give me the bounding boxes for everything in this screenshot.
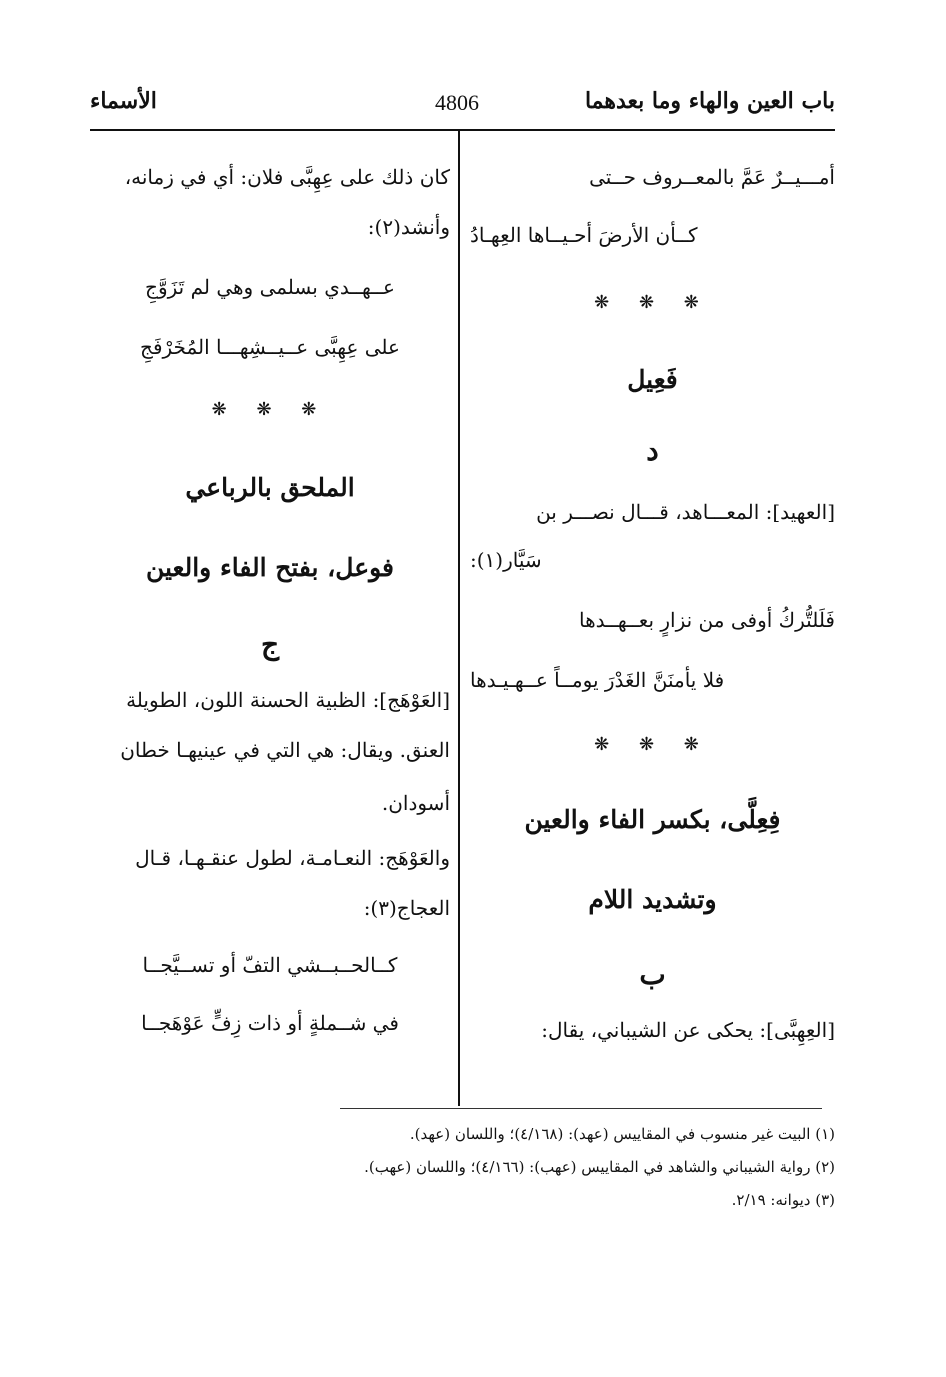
entry-text: سَيَّار(١): bbox=[470, 548, 542, 572]
entry-text: [العَوْهَج]: الظبية الحسنة اللون، الطويلة bbox=[126, 688, 450, 712]
entry-text: كان ذلك على عِهِبَّى فلان: أي في زمانه، bbox=[124, 165, 450, 189]
verse-line: فلا يأمنَنَّ الغَدْرَ يومــاً عــهـيـدها bbox=[470, 668, 725, 692]
footnote: (١) البيت غير منسوب في المقاييس (عهد): (٤/١٦٨)؛ واللسان (عهد). bbox=[409, 1125, 835, 1143]
header-rule bbox=[90, 129, 835, 131]
verse-line: في شــملةٍ أو ذات زِفٍّ عَوْهَجــا bbox=[141, 1011, 399, 1035]
letter-heading: ب bbox=[639, 958, 666, 991]
entry-text: وأنشد(٢): bbox=[367, 215, 450, 239]
footnote: (٣) ديوانه: ٢/١٩. bbox=[731, 1191, 835, 1209]
section-heading: وتشديد اللام bbox=[588, 885, 717, 914]
entry-text: [العهيد]: المعـــاهد، قـــال نصـــر بن bbox=[536, 500, 835, 524]
section-title: الأسماء bbox=[90, 88, 157, 114]
section-heading: الملحق بالرباعي bbox=[185, 473, 355, 502]
entry-text: العنق. ويقال: هي التي في عينيهـا خطان bbox=[120, 738, 450, 762]
separator-stars: ❋ ❋ ❋ bbox=[211, 399, 329, 420]
verse-line: فَلَلتُّركُ أوفى من نزارٍ بعــهــدها bbox=[579, 608, 835, 632]
column-divider bbox=[458, 131, 460, 1106]
verse-line: عــهــدي بسلمى وهي لم تَزَوَّجِ bbox=[145, 275, 395, 299]
entry-text: والعَوْهَج: النعـامـة، لطول عنقـهـا، قـال bbox=[135, 846, 450, 870]
footnote-rule bbox=[340, 1108, 822, 1109]
letter-heading: ج bbox=[260, 628, 280, 661]
chapter-title: باب العين والهاء وما بعدهما bbox=[584, 88, 835, 114]
page-header bbox=[90, 80, 835, 130]
section-heading: فَعِيل bbox=[627, 365, 678, 394]
verse-line: كــأن الأرضَ أحـيــاها العِهـادُ bbox=[470, 223, 698, 247]
page-number: 4806 bbox=[435, 90, 479, 115]
letter-heading: د bbox=[646, 434, 659, 467]
entry-text: أسودان. bbox=[381, 791, 450, 815]
entry-text: العجاج(٣): bbox=[363, 896, 450, 920]
entry-text: [العِهِبَّى]: يحكى عن الشيباني، يقال: bbox=[541, 1018, 835, 1042]
verse-line: أمـــيــرٌ عَمَّ بالمعــروف حــتى bbox=[589, 165, 835, 189]
separator-stars: ❋ ❋ ❋ bbox=[594, 734, 711, 755]
footnote: (٢) رواية الشيباني والشاهد في المقاييس (عهب): (٤/١٦٦)؛ واللسان (عهب). bbox=[364, 1158, 835, 1176]
section-heading: فوعل، بفتح الفاء والعين bbox=[145, 553, 395, 582]
verse-line: على عِهِبَّى عــيــشِهـــا المُخَرْفَجِ bbox=[140, 335, 400, 359]
verse-line: كــالحــبــشي التفّ أو تســيَّجــا bbox=[142, 953, 398, 977]
separator-stars: ❋ ❋ ❋ bbox=[594, 292, 711, 313]
section-heading: فِعِلَّى، بكسر الفاء والعين bbox=[524, 805, 781, 834]
